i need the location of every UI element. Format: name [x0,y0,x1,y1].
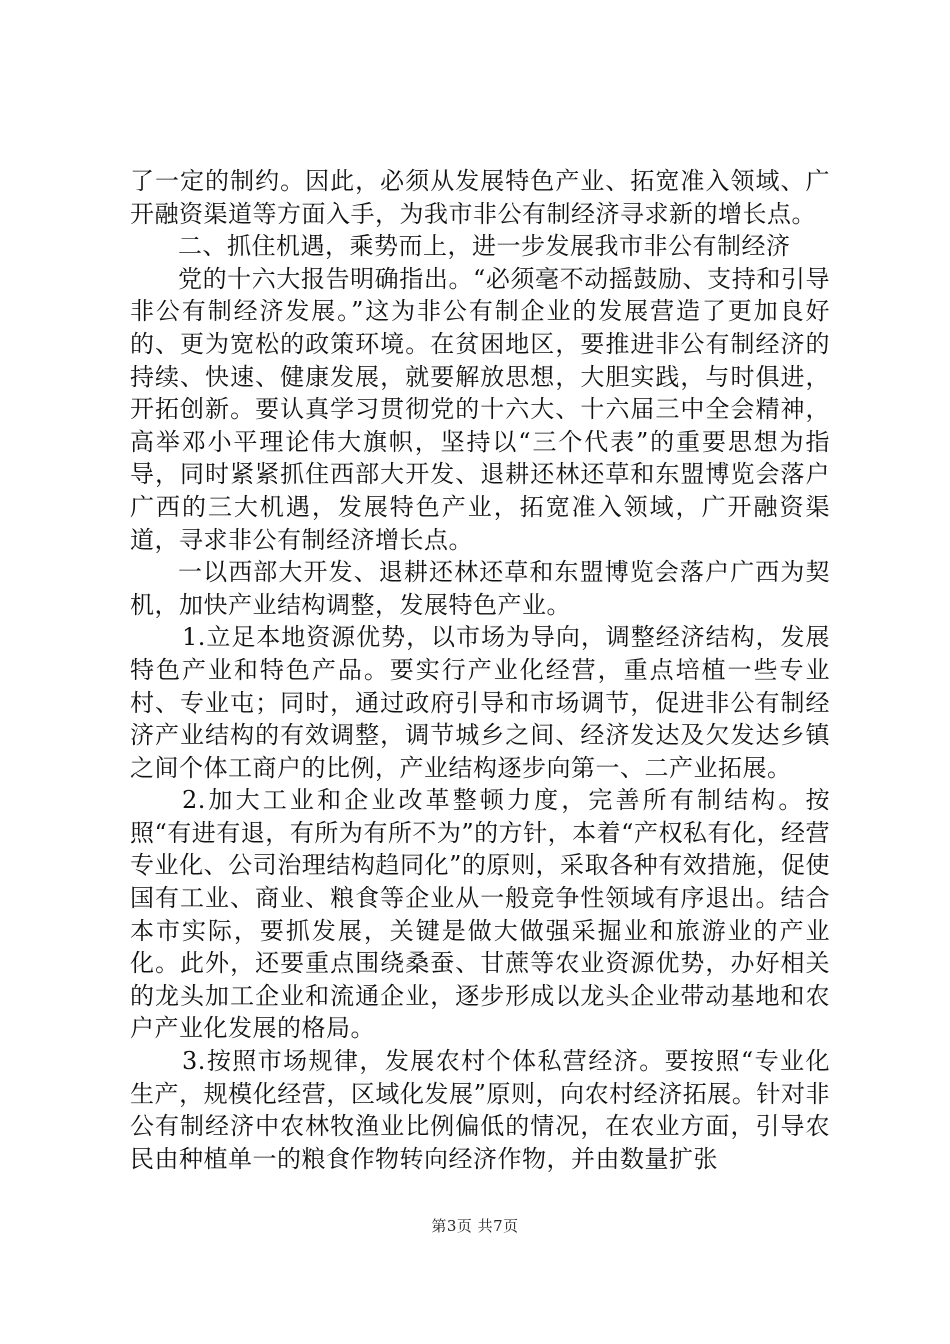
paragraph-item-2: 2.加大工业和企业改革整顿力度，完善所有制结构。按照“有进有退，有所为有所不为”的方针，本着“产权私有化，经营专业化、公司治理结构趋同化”的原则，采取各种有效措施，促使国有工业、商业、粮食等企业从一般竞争性领域有序退出。结合本市实际，要抓发展，关键是做大做强采掘业和旅游业的产业化。此外，还要重点围绕桑蚕、甘蔗等农业资源优势，办好相关的龙头加工企业和流通企业，逐步形成以龙头企业带动基地和农户产业化发展的格局。 [130,786,830,1043]
section-heading: 二、抓住机遇，乘势而上，进一步发展我市非公有制经济 [178,232,791,261]
subsection-heading: 一以西部大开发、退耕还林还草和东盟博览会落户广西为契机，加快产业结构调整，发展特色产业。 [130,558,830,619]
page-number-footer: 第3页 共7页 [431,1217,519,1235]
paragraph-party-report: 党的十六大报告明确指出。“必须毫不动摇鼓励、支持和引导非公有制经济发展。”这为非公有制企业的发展营造了更加良好的、更为宽松的政策环境。在贫困地区，要推进非公有制经济的持续、快速、健康发展，就要解放思想，大胆实践，与时俱进，开拓创新。要认真学习贯彻党的十六大、十六届三中全会精神，高举邓小平理论伟大旗帜，坚持以“三个代表”的重要思想为指导，同时紧紧抓住西部大开发、退耕还林还草和东盟博览会落户广西的三大机遇，发展特色产业，拓宽准入领域，广开融资渠道，寻求非公有制经济增长点。 [130,264,830,554]
document-body [130,165,830,1175]
paragraph-continuation: 了一定的制约。因此，必须从发展特色产业、拓宽准入领域、广开融资渠道等方面入手，为我市非公有制经济寻求新的增长点。 [130,167,830,228]
paragraph-item-3: 3.按照市场规律，发展农村个体私营经济。要按照“专业化生产，规模化经营，区域化发展”原则，向农村经济拓展。针对非公有制经济中农林牧渔业比例偏低的情况，在农业方面，引导农民由种植单一的粮食作物转向经济作物，并由数量扩张 [130,1047,830,1173]
paragraph-item-1: 1.立足本地资源优势，以市场为导向，调整经济结构，发展特色产业和特色产品。要实行产业化经营，重点培植一些专业村、专业屯；同时，通过政府引导和市场调节，促进非公有制经济产业结构的有效调整，调节城乡之间、经济发达及欠发达乡镇之间个体工商户的比例，产业结构逐步向第一、二产业拓展。 [130,623,830,782]
